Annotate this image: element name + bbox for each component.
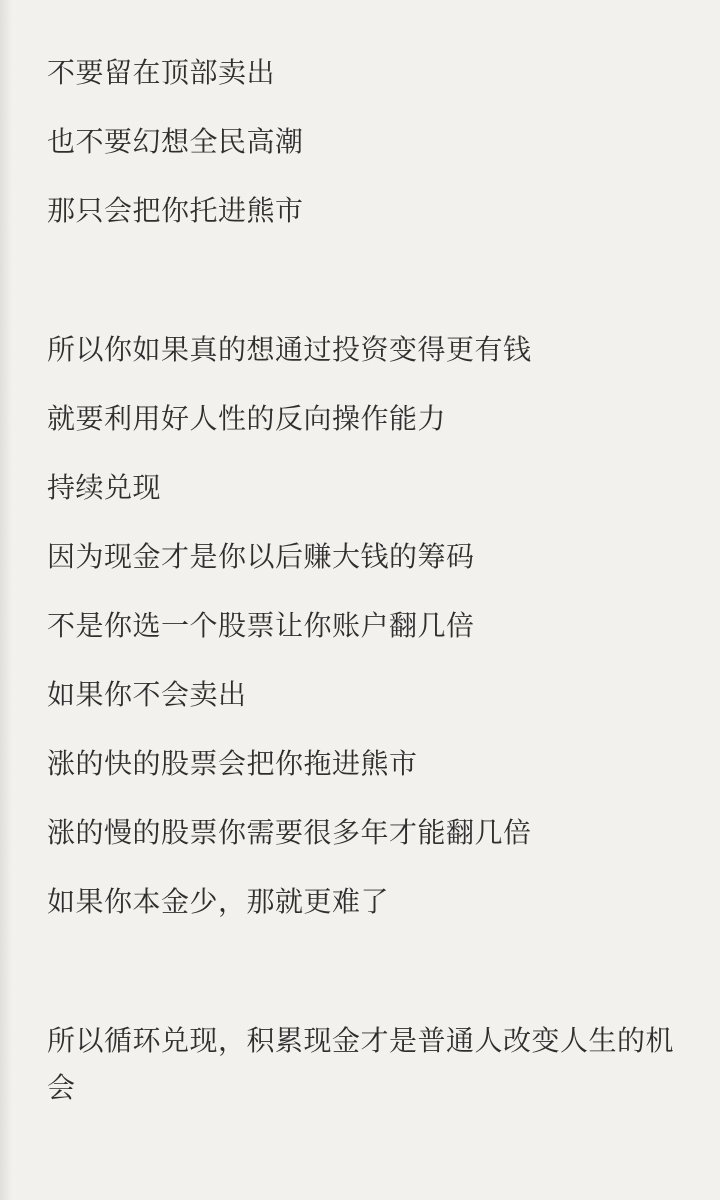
text-line: 涨的快的股票会把你拖进熊市 [47, 749, 418, 780]
text-line: 涨的慢的股票你需要很多年才能翻几倍 [47, 818, 532, 849]
text-line: 就要利用好人性的反向操作能力 [47, 404, 447, 435]
text-line: 不要留在顶部卖出 [47, 58, 276, 89]
text-line: 所以你如果真的想通过投资变得更有钱 [47, 335, 532, 366]
text-line: 所以循环兑现，积累现金才是普通人改变人生的机会 [47, 1026, 675, 1104]
text-line: 那只会把你托进熊市 [47, 196, 304, 227]
section-gap [47, 948, 680, 1018]
text-line: 也不要幻想全民高潮 [47, 127, 304, 158]
text-line: 如果你不会卖出 [47, 680, 247, 711]
text-line: 持续兑现 [47, 473, 162, 504]
text-line: 如果你本金少，那就更难了 [47, 887, 390, 918]
text-line: 因为现金才是你以后赚大钱的筹码 [47, 542, 475, 573]
section-gap [47, 257, 680, 327]
text-line: 不是你选一个股票让你账户翻几倍 [47, 611, 475, 642]
